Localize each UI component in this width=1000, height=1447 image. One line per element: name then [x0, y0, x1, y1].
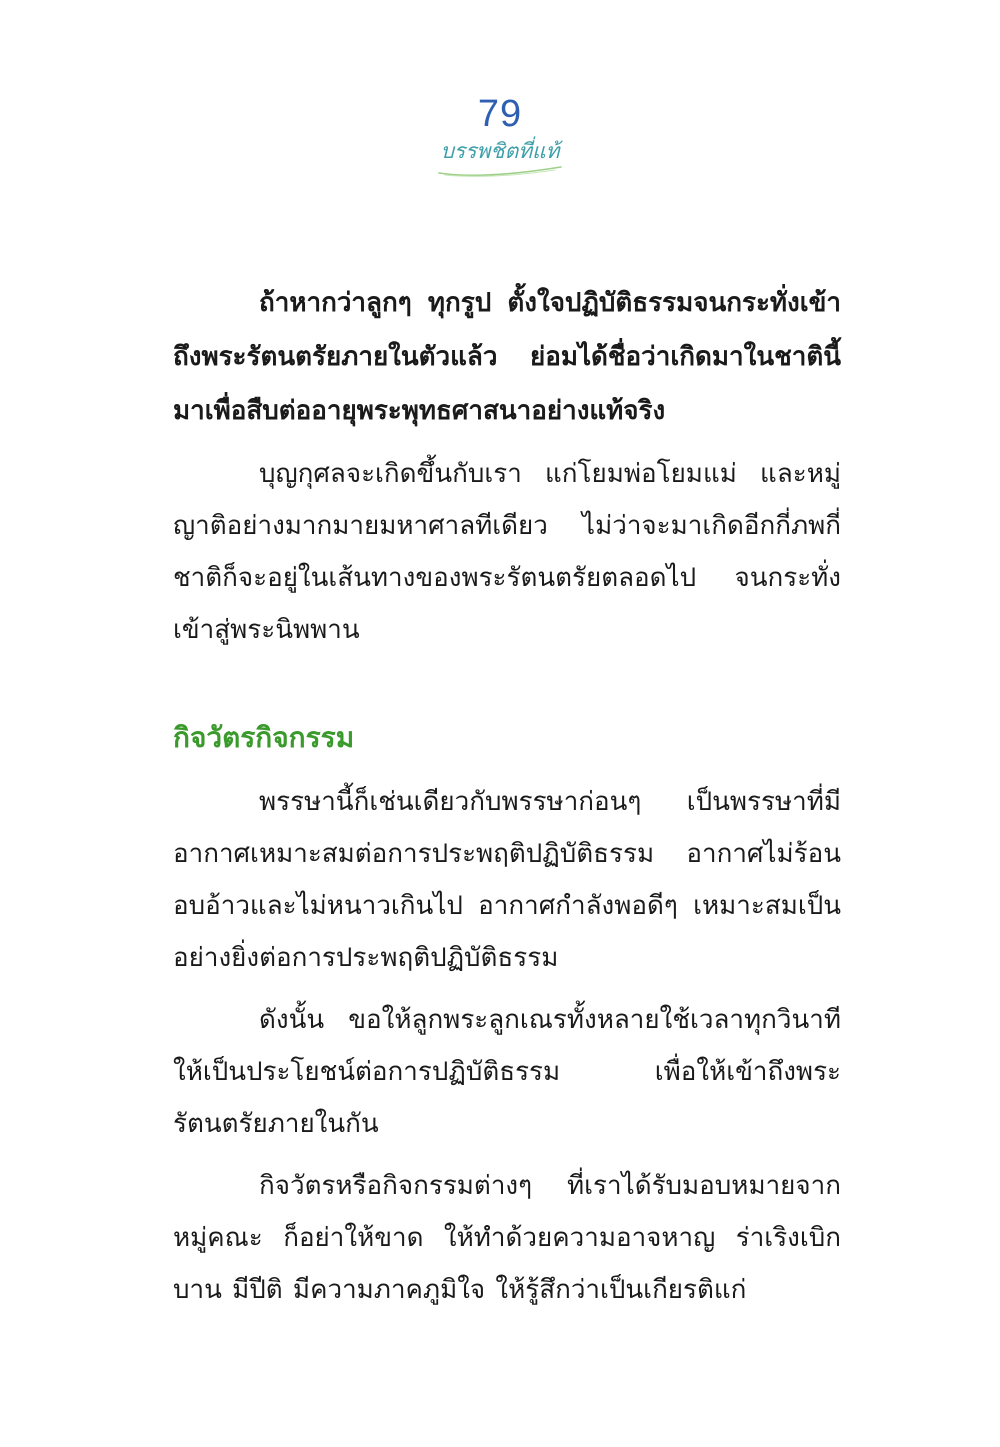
- body-paragraph: บุญกุศลจะเกิดขึ้นกับเรา แก่โยมพ่อโยมแม่ และหมู่ญาติอย่างมากมายมหาศาลทีเดียว ไม่ว่าจะมาเกิดอีกกี่ภพกี่ชาติก็จะอยู่ในเส้นทางของพระรัตนตรัยตลอดไป จนกระทั่งเข้าสู่พระนิพพาน: [173, 459, 841, 645]
- section-heading: กิจวัตรกิจกรรม: [173, 721, 355, 754]
- page-number: 79: [477, 93, 523, 135]
- body-paragraph: กิจวัตรหรือกิจกรรมต่างๆ ที่เราได้รับมอบหมายจากหมู่คณะ ก็อย่าให้ขาด ให้ทำด้วยความอาจหาญ ร่าเริงเบิกบาน มีปีติ มีความภาคภูมิใจ ให้รู้สึกว่าเป็นเกียรติแก่: [173, 1171, 841, 1305]
- page-body: [173, 276, 841, 1316]
- page-header: [0, 92, 1000, 178]
- decorative-swash-icon: [435, 164, 565, 178]
- body-paragraph: พรรษานี้ก็เช่นเดียวกับพรรษาก่อนๆ เป็นพรรษาที่มีอากาศเหมาะสมต่อการประพฤติปฏิบัติธรรม อากาศไม่ร้อนอบอ้าวและไม่หนาวเกินไป อากาศกำลังพอดีๆ เหมาะสมเป็นอย่างยิ่งต่อการประพฤติปฏิบัติธรรม: [173, 787, 841, 973]
- body-paragraph: ดังนั้น ขอให้ลูกพระลูกเณรทั้งหลายใช้เวลาทุกวินาทีให้เป็นประโยชน์ต่อการปฏิบัติธรรม เพื่อให้เข้าถึงพระรัตนตรัยภายในกัน: [173, 1005, 841, 1139]
- running-title: บรรพชิตที่แท้: [440, 139, 560, 163]
- lead-paragraph: ถ้าหากว่าลูกๆ ทุกรูป ตั้งใจปฏิบัติธรรมจนกระทั่งเข้าถึงพระรัตนตรัยภายในตัวแล้ว ย่อมได้ชื่อว่าเกิดมาในชาตินี้ มาเพื่อสืบต่ออายุพระพุทธศาสนาอย่างแท้จริง: [173, 288, 841, 426]
